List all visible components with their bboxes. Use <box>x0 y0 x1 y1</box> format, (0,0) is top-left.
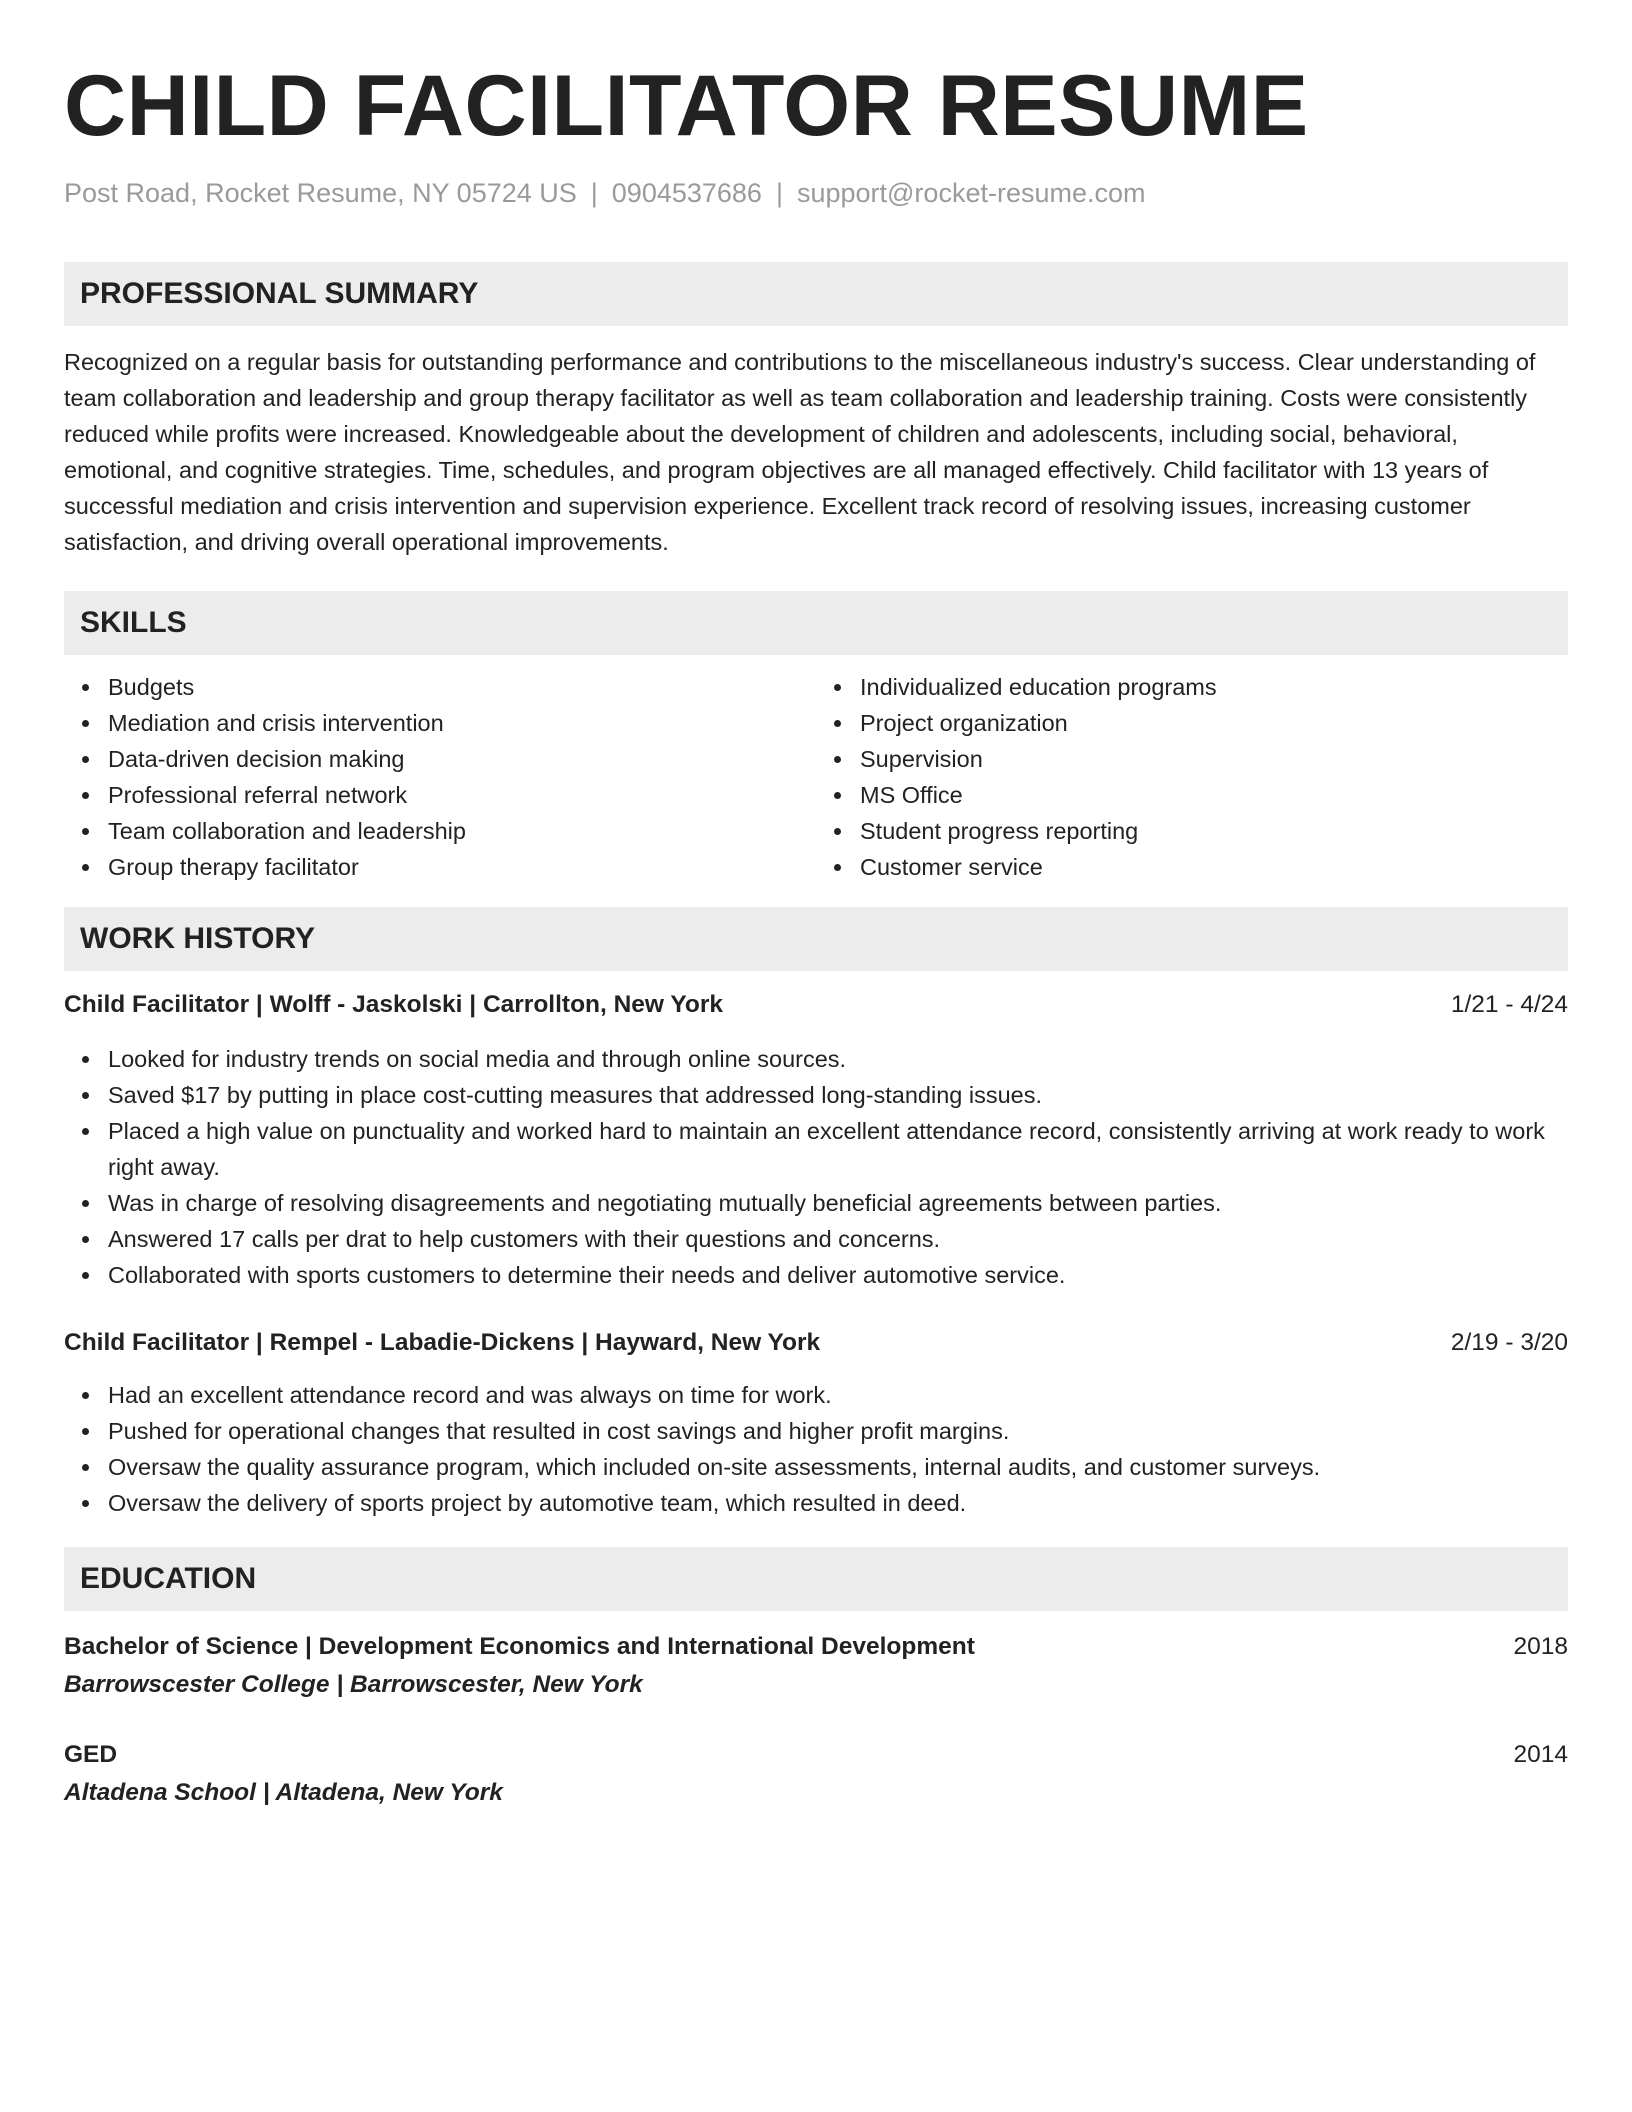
skill-item: Professional referral network <box>108 777 816 813</box>
job-bullet: Was in charge of resolving disagreements and negotiating mutually beneficial agreements between parties. <box>108 1185 1568 1221</box>
education-school: Barrowscester College | Barrowscester, New York <box>64 1671 643 1698</box>
skills-grid <box>64 669 1568 885</box>
job-entry <box>64 987 1568 1293</box>
education-header <box>64 1737 1568 1773</box>
education-section-header <box>64 1547 1568 1611</box>
skills-column-left <box>64 669 816 885</box>
contact-line <box>64 176 1568 210</box>
summary-section-header <box>64 262 1568 326</box>
skill-item: Data-driven decision making <box>108 741 816 777</box>
contact-separator: | <box>775 178 783 208</box>
skill-item: Supervision <box>860 741 1568 777</box>
education-degree: GED <box>64 1741 118 1768</box>
education-heading: EDUCATION <box>80 1562 257 1595</box>
job-bullet: Collaborated with sports customers to determine their needs and deliver automotive service. <box>108 1257 1568 1293</box>
summary-text: Recognized on a regular basis for outstanding performance and contributions to the miscellaneous industry's success. Clear understanding of team collaboration and leadership and group therapy facilitator as well as team collaboration and leadership training. Costs were consistently reduced while profits were increased. Knowledgeable about the development of children and adolescents, including social, behavioral, emotional, and cognitive strategies. Time, schedules, and program objectives are all managed effectively. Child facilitator with 13 years of successful mediation and crisis intervention and supervision experience. Excellent track record of resolving issues, increasing customer satisfaction, and driving overall operational improvements. <box>64 349 1536 555</box>
work-heading: WORK HISTORY <box>80 922 316 955</box>
contact-separator: | <box>590 178 598 208</box>
resume-title: CHILD FACILITATOR RESUME <box>64 58 1309 154</box>
skill-item: Team collaboration and leadership <box>108 813 816 849</box>
contact-email: support@rocket-resume.com <box>796 178 1146 208</box>
skill-item: Individualized education programs <box>860 669 1568 705</box>
job-title: Child Facilitator | Rempel - Labadie-Dickens | Hayward, New York <box>64 1329 821 1356</box>
skill-item: Budgets <box>108 669 816 705</box>
work-section-header <box>64 907 1568 971</box>
education-entry <box>64 1737 1568 1811</box>
summary-heading: PROFESSIONAL SUMMARY <box>80 277 479 310</box>
job-bullet: Answered 17 calls per drat to help customers with their questions and concerns. <box>108 1221 1568 1257</box>
job-bullets <box>64 1041 1568 1293</box>
education-header <box>64 1629 1568 1665</box>
skill-item: Customer service <box>860 849 1568 885</box>
job-header <box>64 987 1568 1023</box>
education-school: Altadena School | Altadena, New York <box>64 1779 503 1806</box>
job-bullet: Oversaw the quality assurance program, which included on-site assessments, internal audits, and customer surveys. <box>108 1449 1568 1485</box>
skill-item: MS Office <box>860 777 1568 813</box>
skills-column-right <box>816 669 1568 885</box>
job-bullet: Placed a high value on punctuality and worked hard to maintain an excellent attendance record, consistently arriving at work ready to work right away. <box>108 1113 1568 1185</box>
education-entry <box>64 1629 1568 1703</box>
skill-item: Student progress reporting <box>860 813 1568 849</box>
skill-item: Group therapy facilitator <box>108 849 816 885</box>
job-bullet: Had an excellent attendance record and was always on time for work. <box>108 1377 1568 1413</box>
skills-heading: SKILLS <box>80 606 187 639</box>
education-degree: Bachelor of Science | Development Economics and International Development <box>64 1633 975 1660</box>
job-bullet: Oversaw the delivery of sports project by automotive team, which resulted in deed. <box>108 1485 1568 1521</box>
contact-address: Post Road, Rocket Resume, NY 05724 US <box>64 178 577 208</box>
job-header <box>64 1325 1568 1361</box>
contact-phone: 0904537686 <box>611 178 762 208</box>
skills-section-header <box>64 591 1568 655</box>
education-year: 2018 <box>1513 1633 1568 1660</box>
job-bullet: Looked for industry trends on social media and through online sources. <box>108 1041 1568 1077</box>
skill-item: Project organization <box>860 705 1568 741</box>
education-year: 2014 <box>1513 1741 1568 1768</box>
skill-item: Mediation and crisis intervention <box>108 705 816 741</box>
job-title: Child Facilitator | Wolff - Jaskolski | Carrollton, New York <box>64 991 723 1018</box>
job-bullet: Saved $17 by putting in place cost-cutting measures that addressed long-standing issues. <box>108 1077 1568 1113</box>
job-bullets <box>64 1377 1568 1521</box>
job-dates: 2/19 - 3/20 <box>1450 1329 1568 1356</box>
job-entry <box>64 1325 1568 1521</box>
job-bullet: Pushed for operational changes that resulted in cost savings and higher profit margins. <box>108 1413 1568 1449</box>
job-dates: 1/21 - 4/24 <box>1450 991 1568 1018</box>
